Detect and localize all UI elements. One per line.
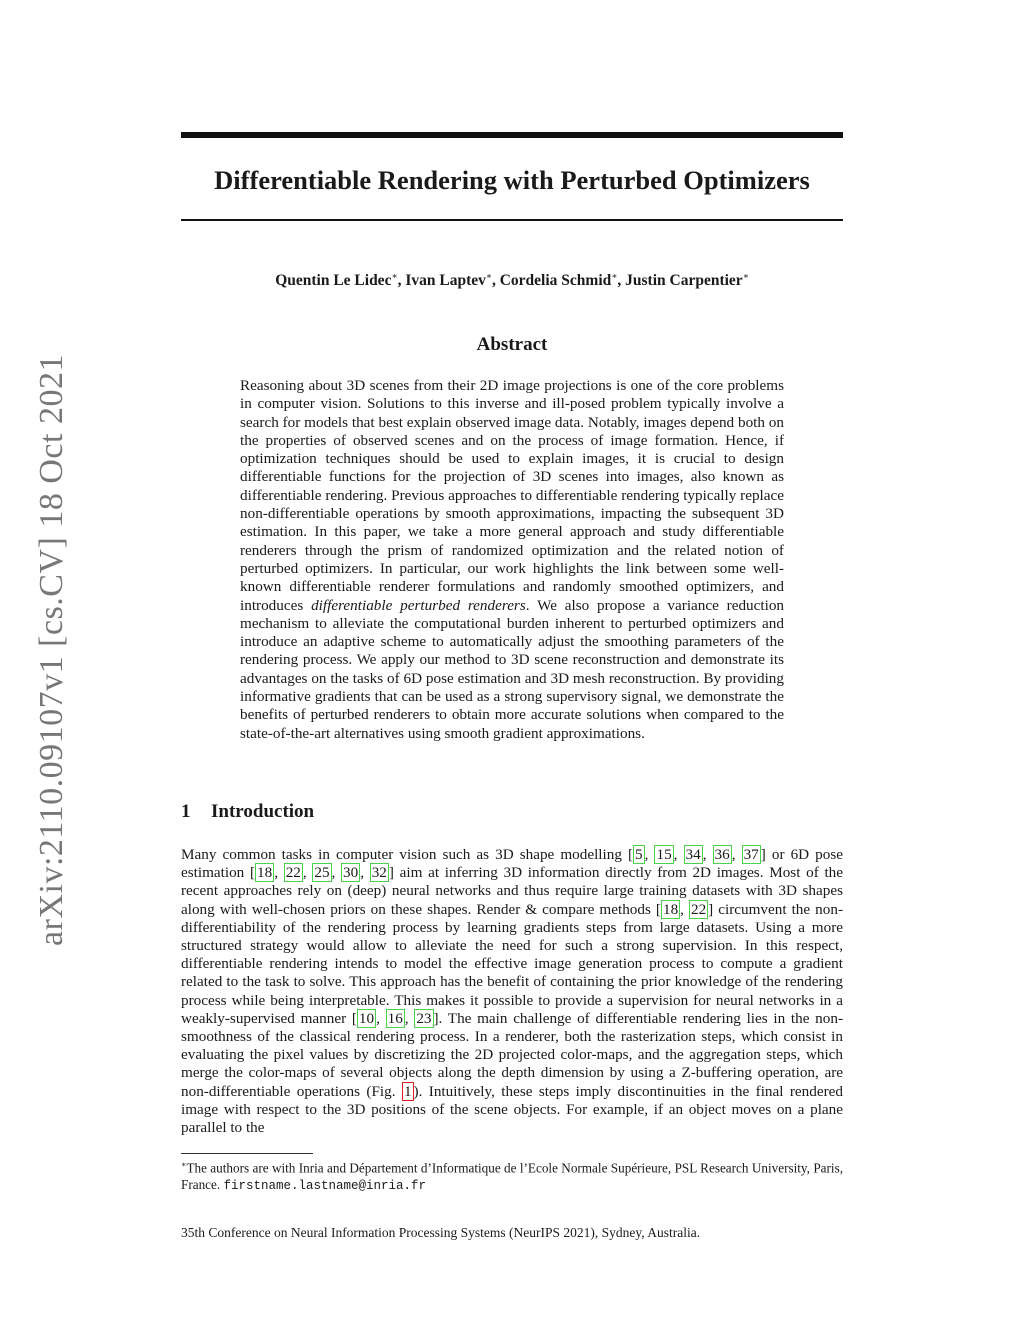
section-heading-introduction: [181, 800, 843, 824]
section-title: Introduction: [211, 801, 315, 822]
introduction-body: Many common tasks in computer vision such as 3D shape modelling [ 5 , 15 , 34 , 36 , 37 ] or 6D pose estimation [ 18 , 22 , 25 , 30 , 32 ] aim at inferring 3D information directly from 2D images. Most of the recent approaches rely on (deep) neural networks and thus require large training datasets with 3D shapes along with well-chosen priors on these shapes. Render & compare methods [ 18 , 22 ] circumvent the non-differentiability of the rendering process by learning gradients steps from large datasets. Using a more structured strategy would allow to alleviate the need for such a strong supervision. In this respect, differentiable rendering intends to model the effective image generation process to compute a gradient related to the task to solve. This approach has the benefit of containing the prior knowledge of the rendering process while being interpretable. This makes it possible to provide a supervision for neural networks in a weakly-supervised manner [ 10 , 16 , 23 ]. The main challenge of differentiable rendering lies in the non-smoothness of the classical rendering process. In a renderer, both the rasterization steps, which consist in evaluating the pixel values by discretizing the 2D projected color-maps, and the aggregation steps, which merge the color-maps of several objects along the depth dimension by using a Z-buffering operation, are non-differentiable operations (Fig. 1 ). Intuitively, these steps imply discontinuities in the final rendered image with respect to the 3D positions of the scene objects. For example, if an object moves on a plane parallel to the: [181, 846, 844, 1137]
author-mark: ∗: [611, 271, 618, 281]
citation-link[interactable]: 18: [257, 864, 273, 882]
author-separator: ,: [617, 272, 626, 290]
citation-link[interactable]: 36: [714, 846, 730, 863]
abstract-body: [240, 377, 784, 743]
title-top-rule: [181, 132, 843, 138]
title-bottom-rule: [181, 219, 843, 221]
conference-note: 35th Conference on Neural Information Processing Systems (NeurIPS 2021), Sydney, Australia.: [181, 1225, 701, 1240]
citation-link[interactable]: 37: [743, 846, 759, 863]
footnote-mark: ∗: [181, 1160, 187, 1169]
intro-text: ]. The main challenge of differentiable rendering lies in the non-smoothness of the classical rendering process. In a renderer, both the rasterization steps, which consist in evaluating the pixel values by discretizing the 2D projected color-maps, and the aggregation steps, which merge the color-maps of several objects along the depth dimension by using a Z-buffering operation, are non-differentiable operations (Fig.: [181, 1009, 844, 1100]
citation-link[interactable]: 10: [358, 1009, 375, 1027]
footnote-text: The authors are with Inria and Département d’Informatique de l’Ecole Normale Supérieure, PSL Research University, Paris, France.: [181, 1160, 843, 1193]
intro-text: ] aim at inferring 3D information directly from 2D images. Most of the recent approaches rely on (deep) neural networks and thus require large training datasets with 3D shapes along with well-chosen priors on these shapes. Render & compare methods [: [181, 864, 843, 918]
citation-link[interactable]: 16: [387, 1009, 403, 1027]
abstract-emphasis: differentiable perturbed renderers: [311, 596, 526, 614]
intro-text: ] or 6D pose estimation [: [181, 846, 844, 882]
author-separator: ,: [491, 272, 500, 290]
author-name: Justin Carpentier: [625, 272, 743, 290]
author-list: [181, 266, 843, 291]
intro-text: ). Intuitively, these steps imply discontinuities in the final rendered image with respect to the 3D positions of the scene objects. For example, if an object moves on a plane parallel to the: [181, 1082, 843, 1137]
author-name: Cordelia Schmid: [499, 272, 612, 290]
author-mark: ∗: [485, 271, 492, 281]
arxiv-identifier-stamp: arXiv:2110.09107v1 [cs.CV] 18 Oct 2021: [33, 354, 70, 946]
footnote-rule: [181, 1153, 313, 1154]
citation-link[interactable]: 18: [662, 900, 679, 918]
citation-link[interactable]: 32: [371, 864, 387, 882]
section-number: 1: [181, 801, 191, 822]
footnote-email: firstname.lastname@inria.fr: [223, 1179, 427, 1194]
citation-link[interactable]: 34: [685, 846, 701, 863]
intro-text: Many common tasks in computer vision such as 3D shape modelling [: [181, 846, 634, 863]
citation-link[interactable]: 30: [343, 864, 359, 882]
citation-link[interactable]: 25: [314, 864, 330, 882]
citation-link[interactable]: 15: [656, 846, 672, 863]
figure-ref-link[interactable]: 1: [403, 1082, 412, 1100]
footnote: [181, 1156, 843, 1195]
author-mark: ∗: [742, 271, 749, 281]
author-name: Ivan Laptev: [405, 272, 486, 290]
abstract-text: . We also propose a variance reduction mechanism to alleviate the computational burden inherent to perturbed optimizers and introduce an adaptive scheme to automatically adjust the smoothing parameters of the rendering process. We apply our method to 3D scene reconstruction and demonstrate its advantages on the tasks of 6D pose estimation and 3D mesh reconstruction. By providing informative gradients that can be used as a strong supervisory signal, we demonstrate the benefits of perturbed renderers to obtain more accurate solutions when compared to the state-of-the-art alternatives using smooth gradient approximations.: [240, 596, 785, 742]
author-separator: ,: [397, 272, 406, 290]
citation-link[interactable]: 22: [285, 864, 301, 882]
citation-link[interactable]: 22: [690, 900, 707, 918]
citation-link[interactable]: 23: [416, 1009, 432, 1027]
citation-link[interactable]: 5: [635, 846, 643, 863]
author-mark: ∗: [391, 271, 398, 281]
abstract-heading: Abstract: [476, 334, 548, 355]
paper-title: Differentiable Rendering with Perturbed Optimizers: [214, 165, 810, 195]
author-name: Quentin Le Lidec: [275, 272, 392, 290]
intro-text: ] circumvent the non-differentiability of the rendering process by learning gradients steps from large datasets. Using a more structured strategy would allow to alleviate the need for such a strong supervision. In this respect, differentiable rendering intends to model the effective image generation process to compute a gradient related to the task to solve. This approach has the benefit of containing the prior knowledge of the rendering process while being interpretable. This makes it possible to provide a supervision for neural networks in a weakly-supervised manner [: [181, 900, 844, 1027]
abstract-text: Reasoning about 3D scenes from their 2D image projections is one of the core problems in computer vision. Solutions to this inverse and ill-posed problem typically involve a search for models that best explain observed image data. Notably, images depend both on the properties of observed scenes and on the process of image formation. Hence, if optimization techniques should be used to explain images, it is crucial to design differentiable functions for the projection of 3D scenes into images, also known as differentiable rendering. Previous approaches to differentiable rendering typically replace non-differentiable operations by smooth approximations, impacting the subsequent 3D estimation. In this paper, we take a more general approach and study differentiable renderers through the prism of randomized optimization and the related notion of perturbed optimizers. In particular, our work highlights the link between some well-known differentiable renderer formulations and randomly smoothed optimizers, and introduces: [240, 377, 784, 614]
